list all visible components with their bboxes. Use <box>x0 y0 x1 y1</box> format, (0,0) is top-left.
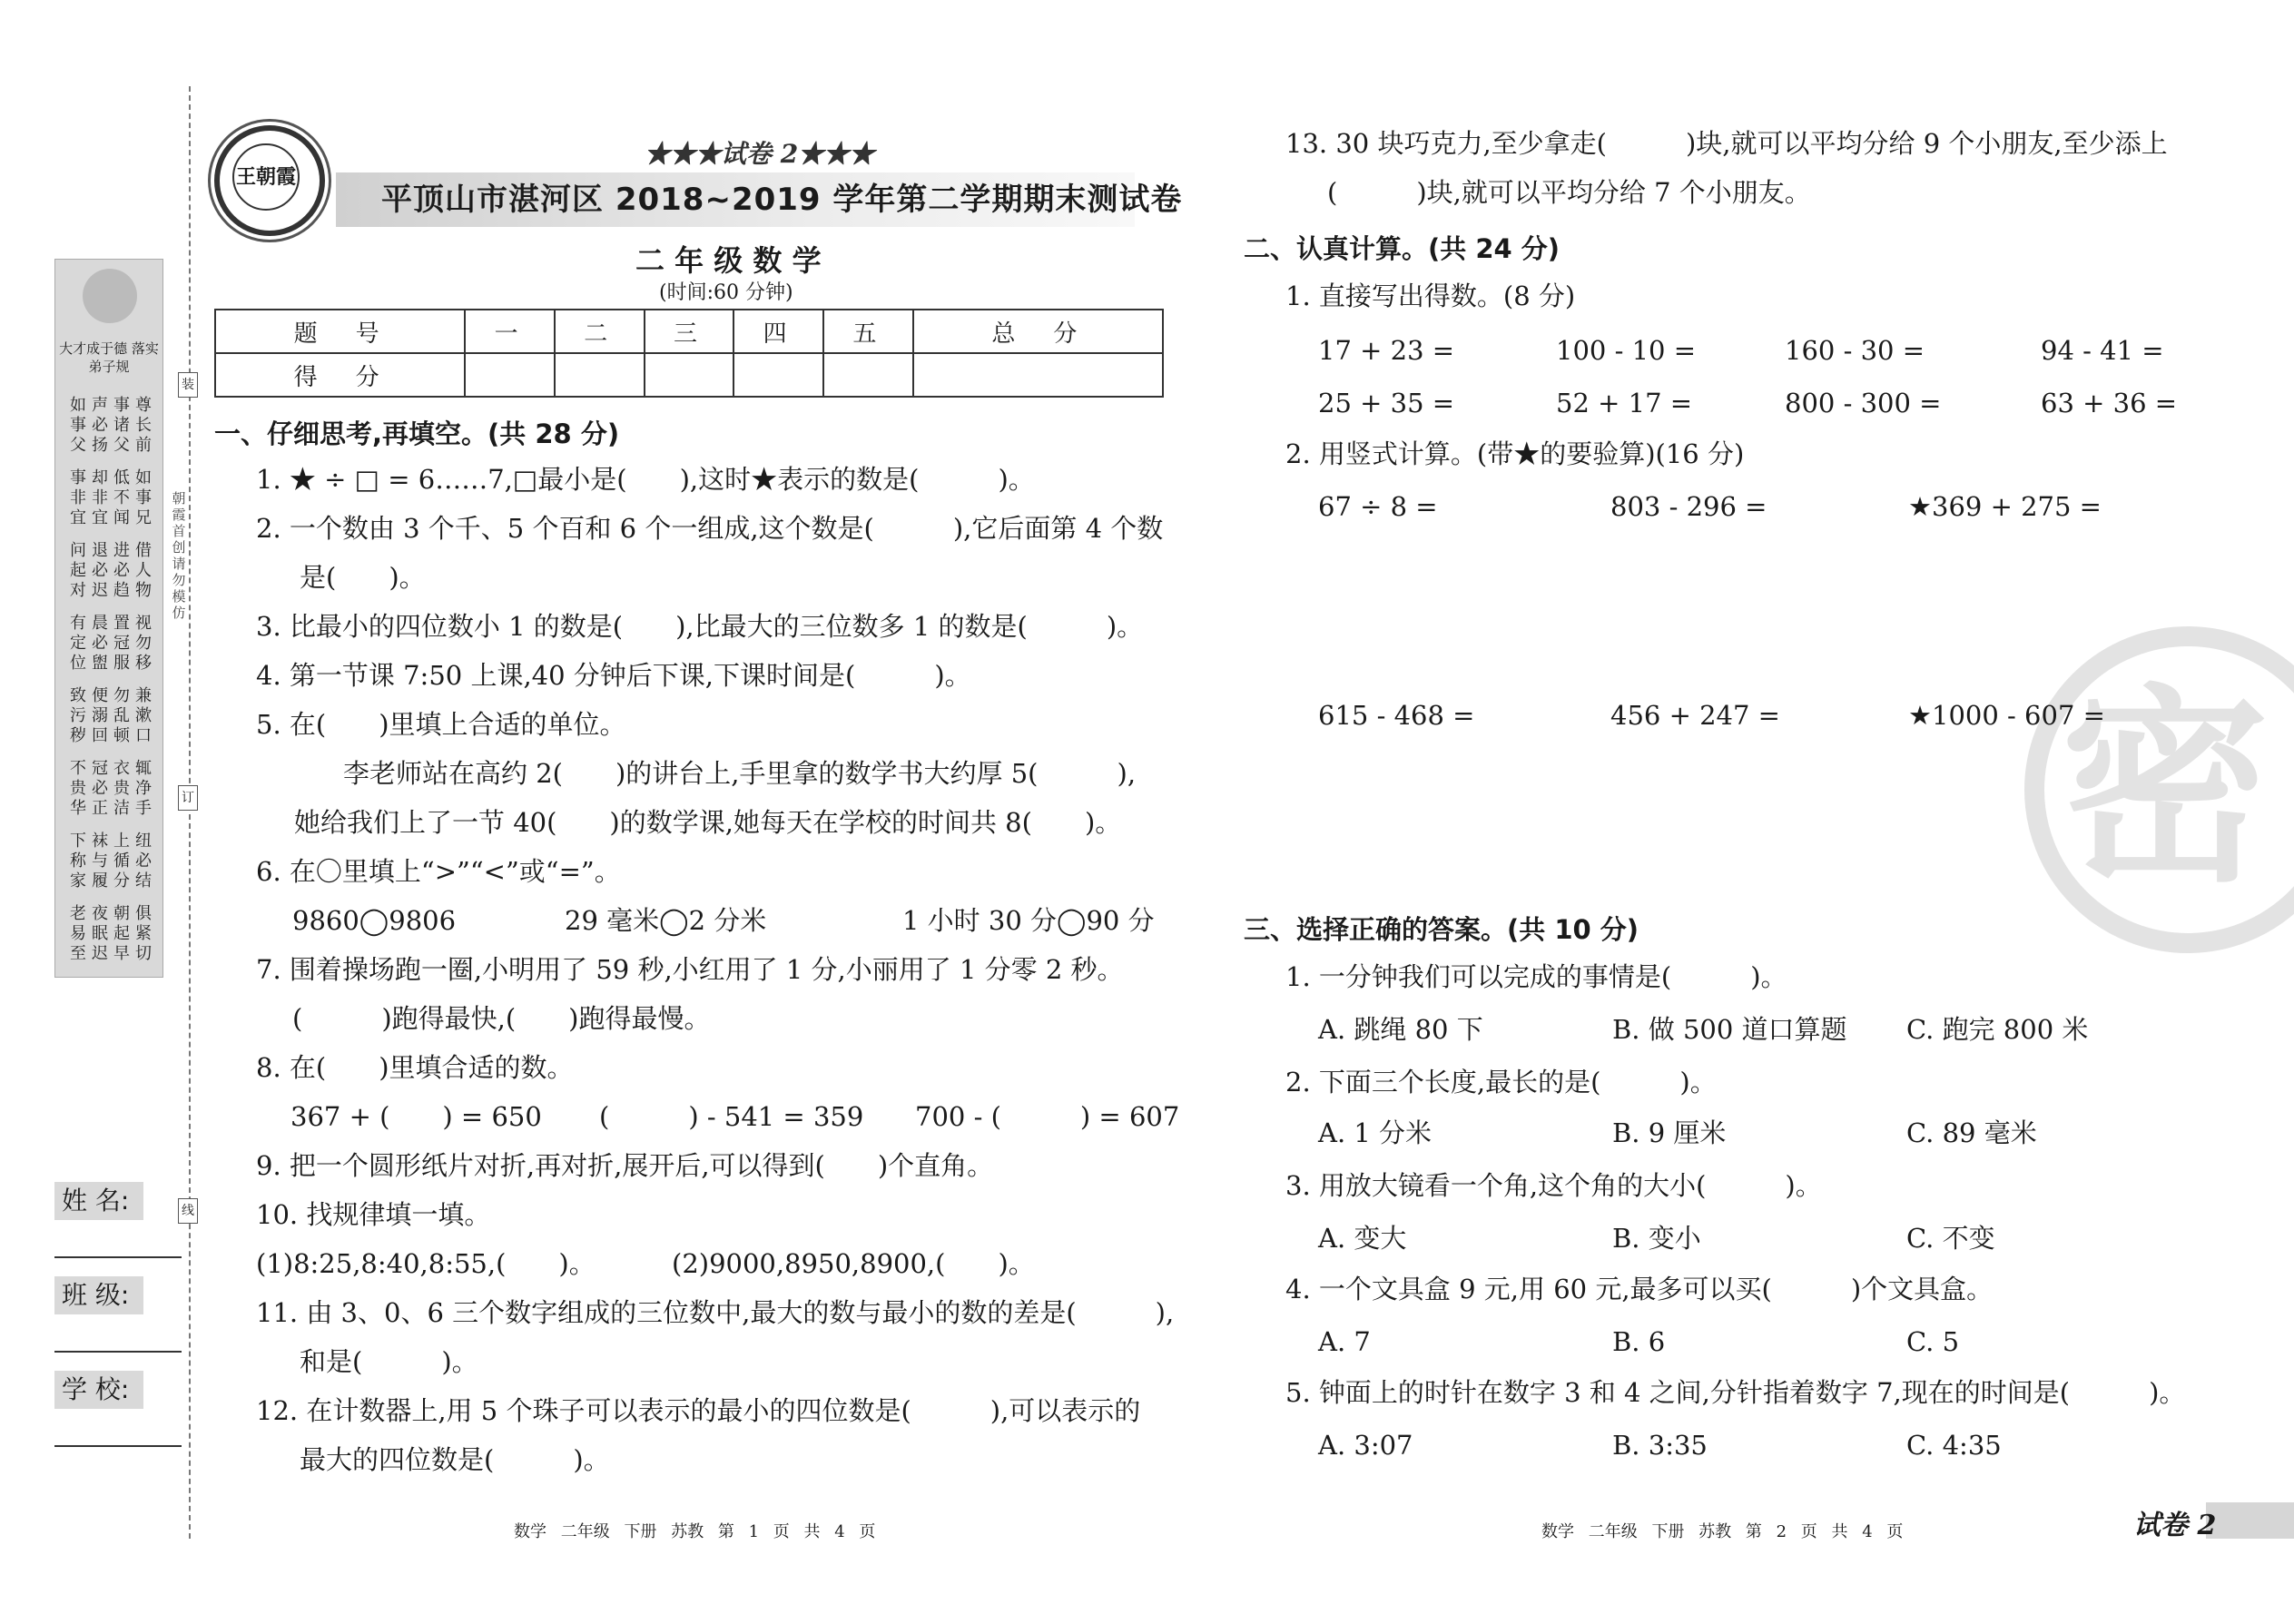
question-13b: ( )块,就可以平均分给 7 个小朋友。 <box>1327 177 1811 208</box>
question-1: 1. ★ ÷ □ = 6……7,□最小是( ),这时★表示的数是( )。 <box>256 464 1035 495</box>
choice-option-a[interactable]: A. 7 <box>1318 1326 1371 1357</box>
score-cell: 四 <box>733 310 823 353</box>
motto-column: 事诸父 <box>113 396 130 455</box>
score-blank[interactable] <box>823 353 913 397</box>
footer-right: 数学 二年级 下册 苏教 第 2 页 共 4 页 <box>1541 1522 1904 1541</box>
motto-column: 声必扬 <box>92 396 108 455</box>
choice-option-b[interactable]: B. 变小 <box>1612 1223 1701 1254</box>
score-blank[interactable] <box>733 353 823 397</box>
motto-column: 低不闻 <box>113 468 130 527</box>
scholar-avatar <box>83 269 137 323</box>
school-line[interactable] <box>54 1445 182 1447</box>
choice-option-c[interactable]: C. 不变 <box>1906 1223 1995 1254</box>
motto-column: 兼漱口 <box>135 686 152 745</box>
section1-title: 一、仔细思考,再填空。(共 28 分) <box>214 418 620 449</box>
class-line[interactable] <box>54 1351 182 1353</box>
question-10a: (1)8:25,8:40,8:55,( )。 <box>256 1248 596 1279</box>
motto-column: 却非宜 <box>92 468 108 527</box>
score-table <box>214 309 1164 398</box>
motto-column: 如事父 <box>70 396 86 455</box>
bind-mark-2: 订 <box>178 785 198 811</box>
calc-item: 63 + 36 = <box>2041 388 2178 418</box>
section2-title: 二、认真计算。(共 24 分) <box>1244 233 1561 264</box>
motto-column: 问起对 <box>70 541 86 600</box>
question-7b: ( )跑得最快,( )跑得最慢。 <box>292 1003 711 1034</box>
score-blank[interactable] <box>913 353 1163 397</box>
score-blank[interactable] <box>645 353 734 397</box>
question-11b: 和是( )。 <box>300 1346 478 1377</box>
motto-column: 不贵华 <box>70 759 86 818</box>
motto-column: 致污秽 <box>70 686 86 745</box>
motto-column: 衣贵洁 <box>113 759 130 818</box>
motto-column: 事非宜 <box>70 468 86 527</box>
motto-column: 借人物 <box>135 541 152 600</box>
score-cell: 一 <box>465 310 555 353</box>
paper-tag: 试卷 2 <box>2133 1510 2217 1541</box>
motto-column: 夜眠迟 <box>92 904 108 963</box>
score-blank[interactable] <box>465 353 555 397</box>
vertical-calc-item: ★369 + 275 = <box>1908 491 2102 522</box>
class-label: 班 级: <box>54 1276 143 1314</box>
question-6a: 9860◯9806 <box>292 905 457 936</box>
calc-part1: 1. 直接写出得数。(8 分) <box>1285 281 1576 311</box>
motto-column: 有定位 <box>70 614 86 673</box>
choice-question: 2. 下面三个长度,最长的是( )。 <box>1285 1067 1717 1097</box>
question-6c: 1 小时 30 分◯90 分 <box>902 905 1155 936</box>
motto-column: 如事兄 <box>135 468 152 527</box>
motto-column: 老易至 <box>70 904 86 963</box>
motto-column: 退必迟 <box>92 541 108 600</box>
question-13a: 13. 30 块巧克力,至少拿走( )块,就可以平均分给 9 个小朋友,至少添上 <box>1285 128 2168 159</box>
motto-column: 晨必盥 <box>92 614 108 673</box>
motto-column: 置冠服 <box>113 614 130 673</box>
question-8b: ( ) - 541 = 359 <box>599 1101 864 1132</box>
choice-question: 5. 钟面上的时针在数字 3 和 4 之间,分针指着数字 7,现在的时间是( )。 <box>1285 1377 2186 1408</box>
score-label: 得 分 <box>215 353 465 397</box>
calc-item: 160 - 30 = <box>1785 335 1925 366</box>
choice-option-a[interactable]: A. 跳绳 80 下 <box>1318 1014 1483 1045</box>
choice-option-a[interactable]: A. 变大 <box>1318 1223 1407 1254</box>
score-value-row <box>215 353 1163 397</box>
score-cell: 三 <box>645 310 734 353</box>
motto-column: 尊长前 <box>135 396 152 455</box>
exam-title: 平顶山市湛河区 2018~2019 学年第二学期期末测试卷 <box>381 182 1183 218</box>
question-12a: 12. 在计数器上,用 5 个珠子可以表示的最小的四位数是( ),可以表示的 <box>256 1395 1141 1426</box>
footer-left: 数学 二年级 下册 苏教 第 1 页 共 4 页 <box>514 1522 876 1541</box>
calc-item: 17 + 23 = <box>1318 335 1455 366</box>
score-blank[interactable] <box>555 353 645 397</box>
question-12b: 最大的四位数是( )。 <box>300 1444 610 1475</box>
question-3: 3. 比最小的四位数小 1 的数是( ),比最大的三位数多 1 的数是( )。 <box>256 611 1144 642</box>
question-2a: 2. 一个数由 3 个千、5 个百和 6 个一组成,这个数是( ),它后面第 4 个数 <box>256 513 1164 544</box>
question-7a: 7. 围着操场跑一圈,小明用了 59 秒,小红用了 1 分,小丽用了 1 分零 2 秒。 <box>256 954 1124 985</box>
seal-character: 密 <box>2061 668 2270 910</box>
question-6: 6. 在〇里填上“>”“<”或“=”。 <box>256 856 621 887</box>
vertical-calc-item: 803 - 296 = <box>1610 491 1767 522</box>
bind-mark-1: 装 <box>178 372 198 398</box>
exam-time: (时间:60 分钟) <box>659 281 793 304</box>
calc-item: 800 - 300 = <box>1785 388 1942 418</box>
motto-column: 下称家 <box>70 832 86 891</box>
choice-option-a[interactable]: A. 3:07 <box>1318 1430 1413 1461</box>
school-label: 学 校: <box>54 1371 143 1409</box>
motto-column: 袜与履 <box>92 832 108 891</box>
logo-text: 王朝霞 <box>232 143 300 211</box>
calc-part2: 2. 用竖式计算。(带★的要验算)(16 分) <box>1285 438 1745 469</box>
motto-column: 纽必结 <box>135 832 152 891</box>
motto-column: 视勿移 <box>135 614 152 673</box>
question-10b: (2)9000,8950,8900,( )。 <box>672 1248 1035 1279</box>
section3-title: 三、选择正确的答案。(共 10 分) <box>1244 914 1639 945</box>
question-2b: 是( )。 <box>300 562 426 593</box>
brand-logo <box>214 125 325 236</box>
subject-title: 二 年 级 数 学 <box>635 243 822 278</box>
calc-item: 52 + 17 = <box>1556 388 1693 418</box>
motto-column: 勿乱顿 <box>113 686 130 745</box>
motto-column: 便溺回 <box>92 686 108 745</box>
name-label: 姓 名: <box>54 1182 143 1220</box>
question-10: 10. 找规律填一填。 <box>256 1199 491 1230</box>
motto-column: 朝起早 <box>113 904 130 963</box>
score-cell: 总 分 <box>913 310 1163 353</box>
vertical-calc-item: 615 - 468 = <box>1318 700 1475 731</box>
choice-option-c[interactable]: C. 5 <box>1906 1326 1960 1357</box>
vertical-calc-item: ★1000 - 607 = <box>1908 700 2105 731</box>
vertical-calc-item: 456 + 247 = <box>1610 700 1780 731</box>
score-cell: 题 号 <box>215 310 465 353</box>
name-line[interactable] <box>54 1256 182 1258</box>
choice-question: 4. 一个文具盒 9 元,用 60 元,最多可以买( )个文具盒。 <box>1285 1274 1994 1304</box>
choice-option-b[interactable]: B. 3:35 <box>1612 1430 1708 1461</box>
question-5a: 李老师站在高约 2( )的讲台上,手里拿的数学书大约厚 5( ), <box>343 758 1137 789</box>
calc-item: 25 + 35 = <box>1318 388 1455 418</box>
motto-column: 进必趋 <box>113 541 130 600</box>
question-8: 8. 在( )里填合适的数。 <box>256 1052 574 1083</box>
paper-number: ★★★试卷 2★★★ <box>645 139 875 169</box>
choice-option-b[interactable]: B. 做 500 道口算题 <box>1612 1014 1847 1045</box>
question-5b: 她给我们上了一节 40( )的数学课,她每天在学校的时间共 8( )。 <box>294 807 1122 838</box>
score-cell: 五 <box>823 310 913 353</box>
bind-mark-3: 线 <box>178 1198 198 1224</box>
question-8c: 700 - ( ) = 607 <box>915 1101 1180 1132</box>
motto-column: 辄净手 <box>135 759 152 818</box>
vertical-note: 朝霞首创 请勿模仿 <box>172 490 186 621</box>
choice-option-c[interactable]: C. 89 毫米 <box>1906 1117 2037 1148</box>
calc-item: 94 - 41 = <box>2041 335 2164 366</box>
choice-question: 1. 一分钟我们可以完成的事情是( )。 <box>1285 961 1787 992</box>
calc-item: 100 - 10 = <box>1556 335 1697 366</box>
motto-column: 上循分 <box>113 832 130 891</box>
question-8a: 367 + ( ) = 650 <box>290 1101 542 1132</box>
binding-dash-line <box>189 86 191 1539</box>
question-9: 9. 把一个圆形纸片对折,再对折,展开后,可以得到( )个直角。 <box>256 1150 994 1181</box>
motto-column: 俱紧切 <box>135 904 152 963</box>
score-cell: 二 <box>555 310 645 353</box>
choice-option-b[interactable]: B. 6 <box>1612 1326 1666 1357</box>
question-6b: 29 毫米◯2 分米 <box>565 905 767 936</box>
paper-tag-bar <box>2206 1502 2294 1539</box>
question-5: 5. 在( )里填上合适的单位。 <box>256 709 626 740</box>
choice-option-c[interactable]: C. 跑完 800 米 <box>1906 1014 2089 1045</box>
vertical-calc-item: 67 ÷ 8 = <box>1318 491 1438 522</box>
score-header-row <box>215 310 1163 353</box>
question-4: 4. 第一节课 7:50 上课,40 分钟后下课,下课时间是( )。 <box>256 660 971 691</box>
motto-panel <box>54 259 163 978</box>
choice-option-b[interactable]: B. 9 厘米 <box>1612 1117 1727 1148</box>
motto-column: 冠必正 <box>92 759 108 818</box>
choice-option-a[interactable]: A. 1 分米 <box>1318 1117 1433 1148</box>
choice-option-c[interactable]: C. 4:35 <box>1906 1430 2002 1461</box>
question-11a: 11. 由 3、0、6 三个数字组成的三位数中,最大的数与最小的数的差是( ), <box>256 1297 1175 1328</box>
motto-title: 大才成于德 落实弟子规 <box>59 340 159 375</box>
choice-question: 3. 用放大镜看一个角,这个角的大小( )。 <box>1285 1170 1822 1201</box>
